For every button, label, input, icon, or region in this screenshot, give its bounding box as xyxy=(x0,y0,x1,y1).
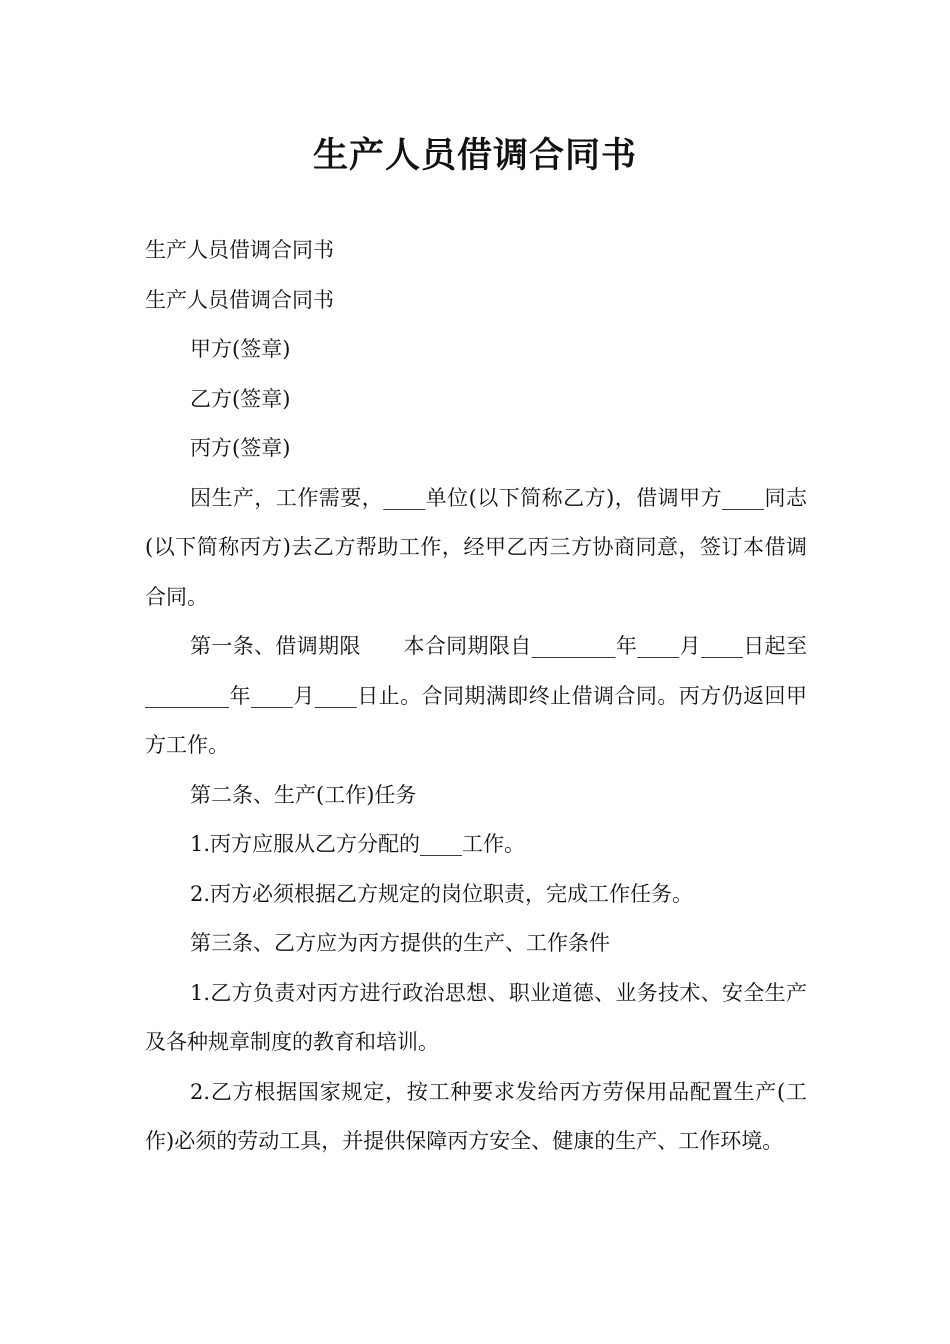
party-a-signature: 甲方(签章) xyxy=(190,337,291,361)
paragraph-heading-2: 生产人员借调合同书 xyxy=(145,287,334,312)
article-1-term: 第一条、借调期限 本合同期限自________年____月____日起至________年____月____日止。合同期满即终止借调合同。丙方仍返回甲方工作。 xyxy=(145,634,807,757)
article-3-item-1: 1.乙方负责对丙方进行政治思想、职业道德、业务技术、安全生产及各种规章制度的教育和培训。 xyxy=(145,980,807,1054)
document-body xyxy=(145,226,807,1167)
article-2-heading: 第二条、生产(工作)任务 xyxy=(190,782,417,807)
party-b-signature: 乙方(签章) xyxy=(190,386,291,411)
article-2-item-1: 1.丙方应服从乙方分配的____工作。 xyxy=(190,832,526,856)
party-c-signature: 丙方(签章) xyxy=(190,436,291,460)
preamble-paragraph: 因生产，工作需要，____单位(以下简称乙方)，借调甲方____同志(以下简称丙方)去乙方帮助工作，经甲乙丙三方协商同意，签订本借调合同。 xyxy=(145,485,807,609)
article-2-item-2: 2.丙方必须根据乙方规定的岗位职责，完成工作任务。 xyxy=(190,881,694,906)
document-title: 生产人员借调合同书 xyxy=(312,136,637,176)
article-3-heading: 第三条、乙方应为丙方提供的生产、工作条件 xyxy=(190,931,610,955)
article-3-item-2: 2.乙方根据国家规定，按工种要求发给丙方劳保用品配置生产(工作)必须的劳动工具，并提供保障丙方安全、健康的生产、工作环境。 xyxy=(145,1079,807,1153)
paragraph-heading-1: 生产人员借调合同书 xyxy=(145,238,334,262)
